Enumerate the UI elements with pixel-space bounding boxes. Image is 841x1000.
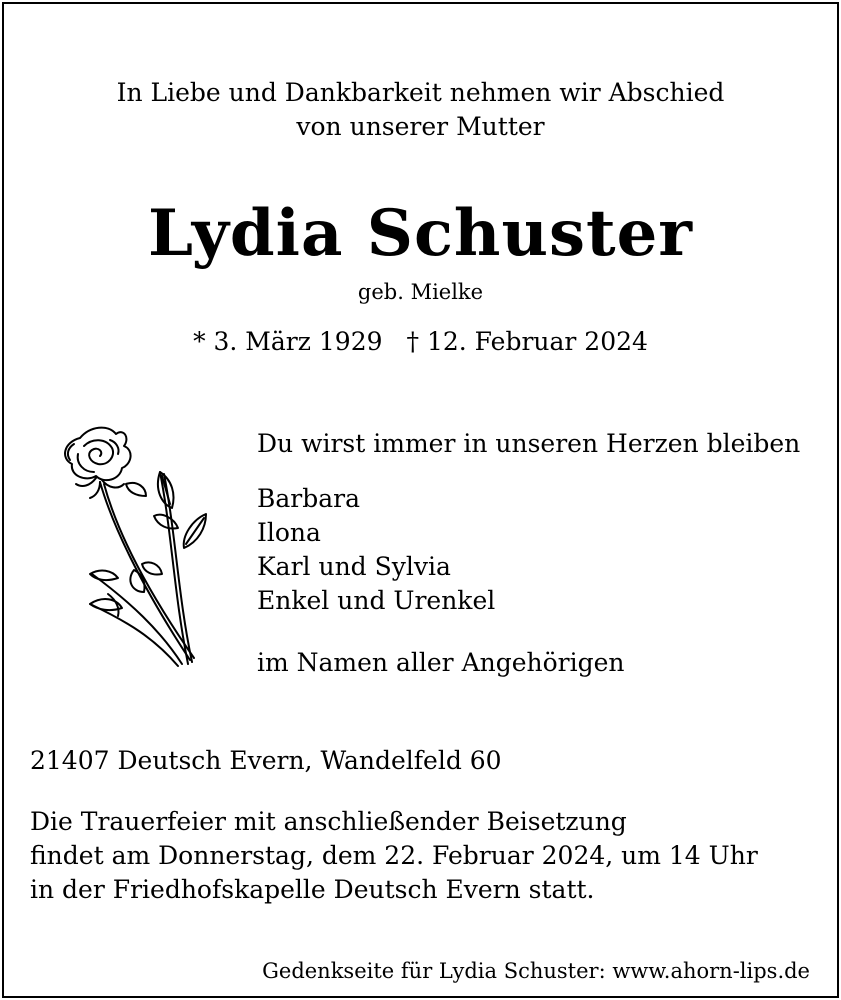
birth-date: * 3. März 1929 (193, 327, 383, 356)
ceremony-line-2: findet am Donnerstag, dem 22. Februar 2024, um 14 Uhr (30, 841, 758, 870)
death-date: † 12. Februar 2024 (406, 327, 648, 356)
intro-line-2: von unserer Mutter (296, 112, 545, 141)
deceased-name: Lydia Schuster (148, 196, 693, 271)
intro-line-1: In Liebe und Dankbarkeit nehmen wir Abschied (116, 78, 725, 107)
signoff: im Namen aller Angehörigen (257, 648, 625, 677)
ceremony-line-1: Die Trauerfeier mit anschließender Beisetzung (30, 807, 627, 836)
intro-text (0, 76, 841, 144)
birth-name: geb. Mielke (357, 280, 484, 304)
ceremony-info (30, 805, 758, 907)
address: 21407 Deutsch Evern, Wandelfeld 60 (30, 746, 502, 775)
memorial-page-link[interactable]: Gedenkseite für Lydia Schuster: www.ahorn-lips.de (262, 959, 810, 983)
rose-icon (50, 424, 222, 668)
mourner-name: Enkel und Urenkel (257, 586, 496, 615)
mourner-name: Ilona (257, 518, 321, 547)
ceremony-line-3: in der Friedhofskapelle Deutsch Evern statt. (30, 875, 595, 904)
motto: Du wirst immer in unseren Herzen bleiben (257, 429, 801, 458)
mourners-list (257, 482, 495, 618)
life-dates (0, 325, 841, 359)
mourner-name: Barbara (257, 484, 360, 513)
mourner-name: Karl und Sylvia (257, 552, 451, 581)
